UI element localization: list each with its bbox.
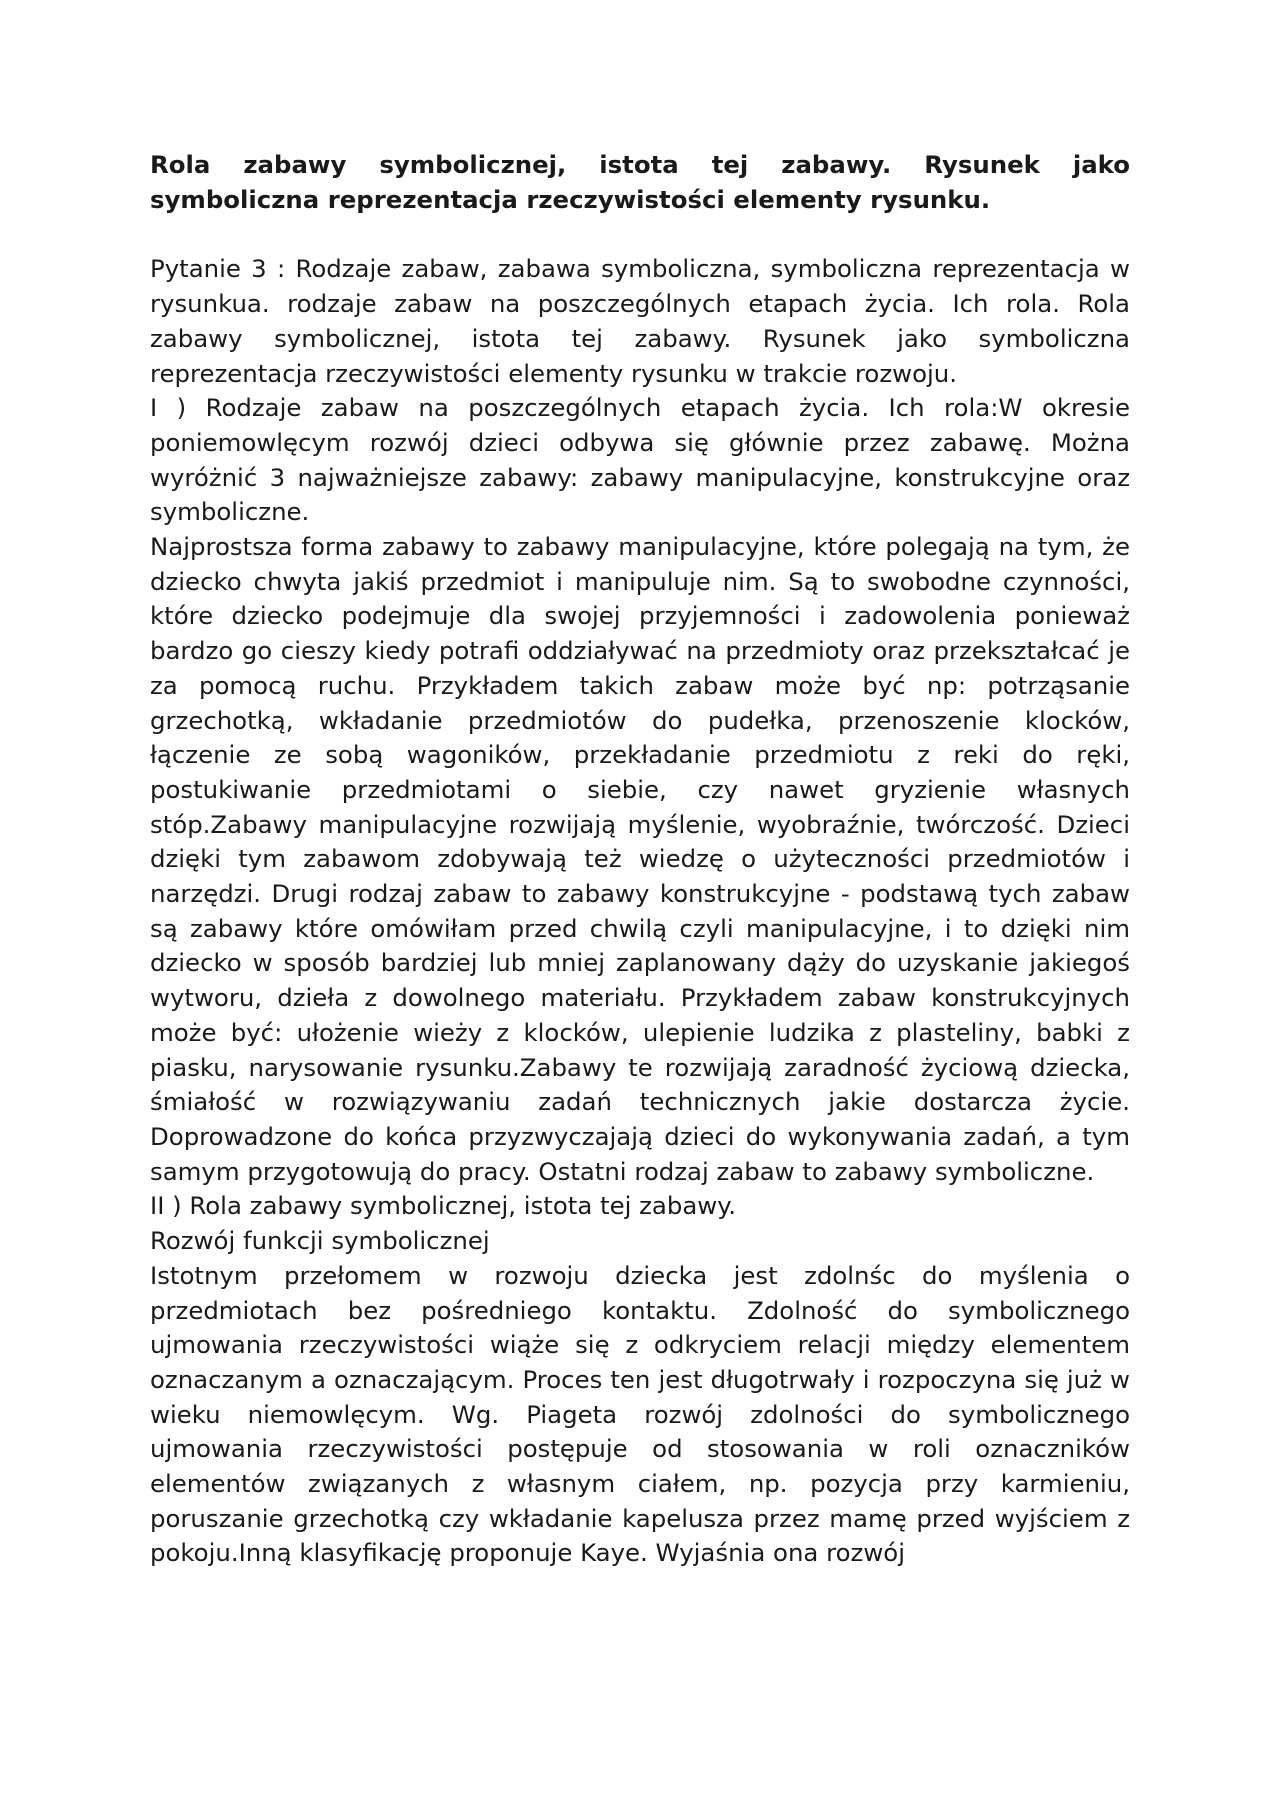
subheading: Rozwój funkcji symbolicznej	[150, 1226, 490, 1256]
manipulative-play-paragraph: Najprostsza forma zabawy to zabawy manipulacyjne, które polegają na tym, że dziecko chwyta jakiś przedmiot i manipuluje nim. Są to swobodne czynności, które dziecko podejmuje dla swojej przyjemności i zadowolenia ponieważ bardzo go cieszy kiedy potrafi oddziaływać na przedmioty oraz przekształcać je za pomocą ruchu. Przykładem takich zabaw może być np: potrząsanie grzechotką, wkładanie przedmiotów do pudełka, przenoszenie klocków, łączenie ze sobą wagoników, przekładanie przedmiotu z reki do ręki, postukiwanie przedmiotami o siebie, czy nawet gryzienie własnych stóp.Zabawy manipulacyjne rozwijają myślenie, wyobraźnie, twórczość. Dzieci dzięki tym zabawom zdobywają też wiedzę o użyteczności przedmiotów i narzędzi. Drugi rodzaj zabaw to zabawy konstrukcyjne - podstawą tych zabaw są zabawy które omówiłam przed chwilą czyli manipulacyjne, i to dzięki nim dziecko w sposób bardziej lub mniej zaplanowany dąży do uzyskanie jakiegoś wytworu, dzieła z dowolnego materiału. Przykładem zabaw konstrukcyjnych może być: ułożenie wieży z klocków, ulepienie ludzika z plasteliny, babki z piasku, narysowanie rysunku.Zabawy te rozwijają zaradność życiową dziecka, śmiałość w rozwiązywaniu zadań technicznych jakie dostarcza życie. Doprowadzone do końca przyzwyczajają dzieci do wykonywania zadań, a tym samym przygotowują do pracy. Ostatni rodzaj zabaw to zabawy symboliczne.	[150, 532, 1130, 1186]
document-title: Rola zabawy symbolicznej, istota tej zabawy. Rysunek jako symboliczna reprezentacja rzeczywistości elementy rysunku.	[150, 150, 1130, 214]
section-1-paragraph: I ) Rodzaje zabaw na poszczególnych etapach życia. Ich rola:W okresie poniemowlęcym rozwój dzieci odbywa się głównie przez zabawę. Można wyróżnić 3 najważniejsze zabawy: zabawy manipulacyjne, konstrukcyjne oraz symboliczne.	[150, 393, 1130, 527]
question-paragraph: Pytanie 3 : Rodzaje zabaw, zabawa symboliczna, symboliczna reprezentacja w rysunkua. rodzaje zabaw na poszczególnych etapach życia. Ich rola. Rola zabawy symbolicznej, istota tej zabawy. Rysunek jako symboliczna reprezentacja rzeczywistości elementy rysunku w trakcie rozwoju.	[150, 254, 1130, 388]
section-2-heading: II ) Rola zabawy symbolicznej, istota tej zabawy.	[150, 1191, 736, 1221]
symbolic-function-paragraph: Istotnym przełomem w rozwoju dziecka jest zdolnśc do myślenia o przedmiotach bez pośredniego kontaktu. Zdolność do symbolicznego ujmowania rzeczywistości wiąże się z odkryciem relacji między elementem oznaczanym a oznaczającym. Proces ten jest długotrwały i rozpoczyna się już w wieku niemowlęcym. Wg. Piageta rozwój zdolności do symbolicznego ujmowania rzeczywistości postępuje od stosowania w roli oznaczników elementów związanych z własnym ciałem, np. pozycja przy karmieniu, poruszanie grzechotką czy wkładanie kapelusza przez mamę przed wyjściem z pokoju.Inną klasyfikację proponuje Kaye. Wyjaśnia ona rozwój	[150, 1260, 1130, 1568]
document-page	[150, 148, 1130, 1571]
